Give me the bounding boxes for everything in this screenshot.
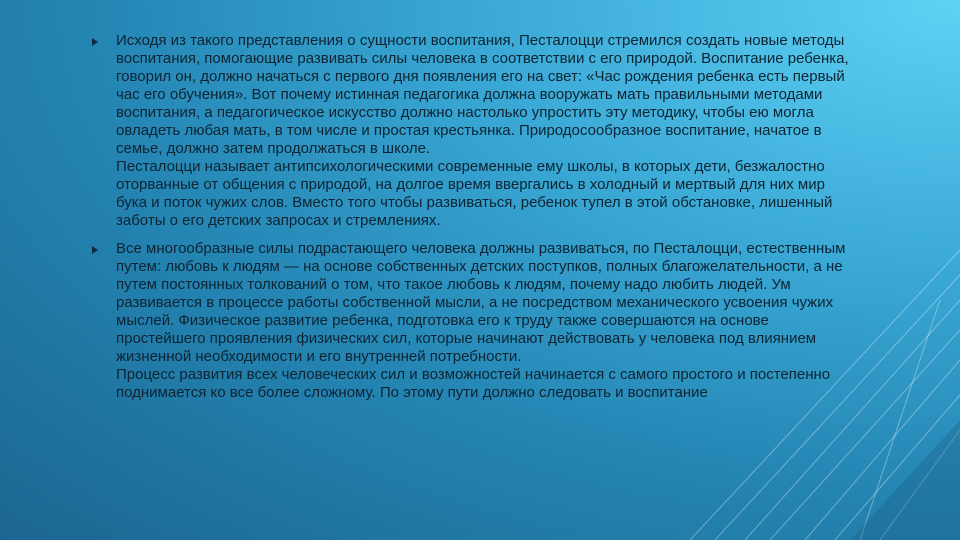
triangle-bullet-icon [92,246,98,254]
bullet-paragraph: Исходя из такого представления о сущности воспитания, Песталоцци стремился создать новые методы воспитания, помогающие развивать силы человека в соответствии с его природой. Воспитание ребенка, говорил он, должно начаться с первого дня появления его на свет: «Час рождения ребенка есть первый час его обучения». Вот почему истинная педагогика должна вооружать мать правильными методами воспитания, а педагогическое искусство должно настолько упростить эту методику, чтобы ею могла овладеть любая мать, в том числе и простая крестьянка. Природосообразное воспитание, начатое в семье, должно затем продолжаться в школе. [116,32,849,157]
bullet-paragraph: Песталоцци называет антипсихологическими современные ему школы, в которых дети, безжалостно оторванные от общения с природой, на долгое время ввергались в холодный и мертвый для них мир бука и поток чужих слов. Вместо того чтобы развиваться, ребенок тупел в этой обстановке, лишенный заботы о его детских запросах и стремлениях. [116,158,833,229]
triangle-bullet-icon [92,38,98,46]
slide-content [92,32,852,412]
bullet-item [92,240,852,402]
bullet-paragraph: Все многообразные силы подрастающего человека должны развиваться, по Песталоцци, естественным путем: любовь к людям — на основе собственных детских поступков, полных благожелательности, а не путем постоянных толкований о том, что такое любовь к людям, почему надо любить людей. Ум развивается в процессе работы собственной мысли, а не посредством механического усвоения чужих мыслей. Физическое развитие ребенка, подготовка его к труду также совершаются на основе простейшего проявления физических сил, которые начинают действовать у человека под влиянием жизненной необходимости и его внутренней потребности. [116,240,846,365]
bullet-paragraph: Процесс развития всех человеческих сил и возможностей начинается с самого простого и постепенно поднимается ко все более сложному. По этому пути должно следовать и воспитание [116,366,831,401]
bullet-item [92,32,852,230]
